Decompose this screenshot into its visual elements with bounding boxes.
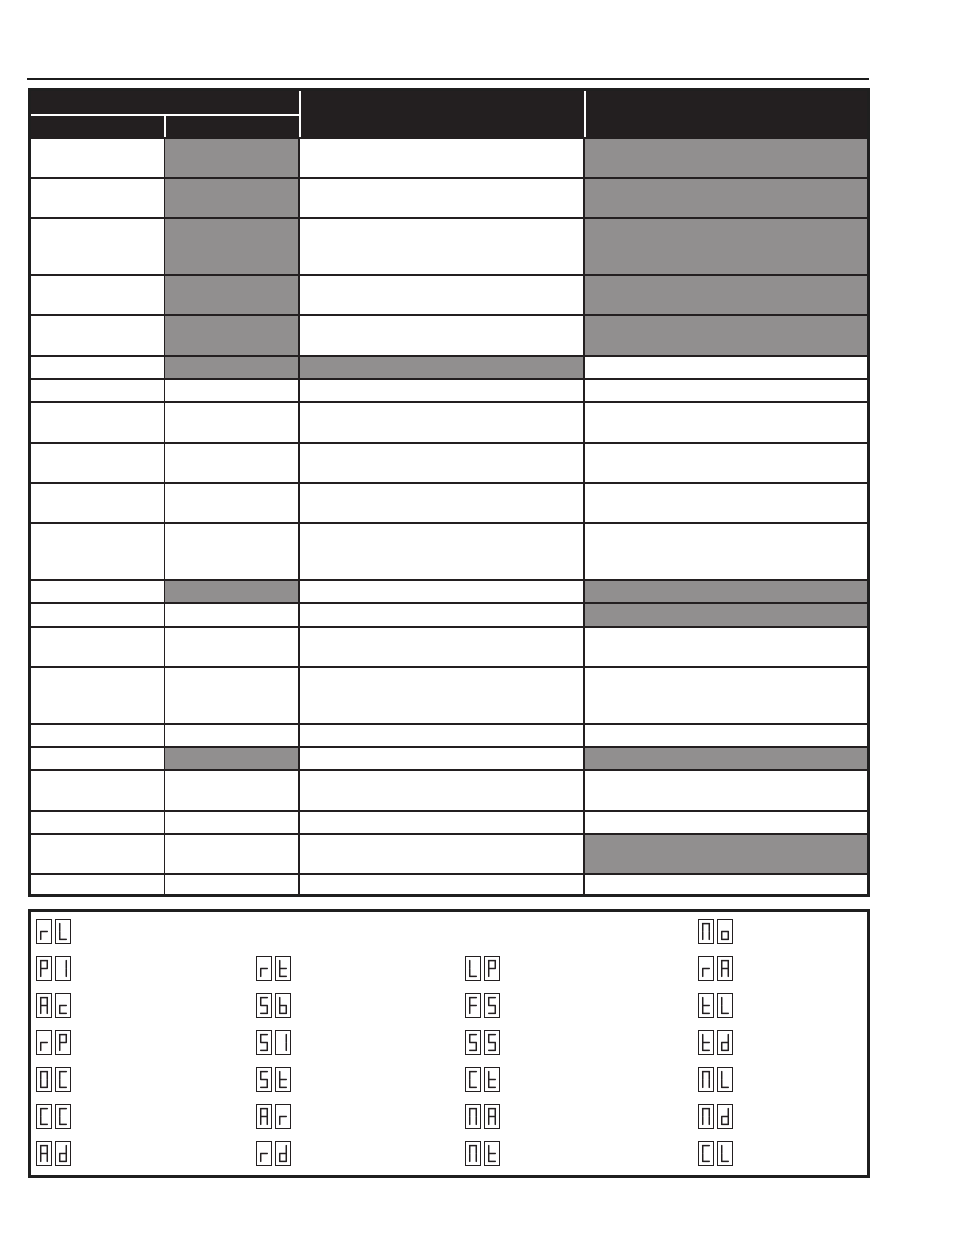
table-cell — [165, 276, 300, 314]
table-cell — [31, 444, 165, 482]
table-row — [31, 626, 867, 666]
table-row — [31, 666, 867, 723]
table-row — [31, 810, 867, 833]
segment-digit — [256, 993, 272, 1018]
code-legend — [28, 909, 870, 1178]
segment-digit — [36, 1067, 52, 1092]
segment-digit — [55, 1141, 71, 1166]
table-cell — [31, 581, 165, 602]
table-cell — [585, 628, 867, 666]
display-code — [465, 1067, 500, 1092]
segment-digit — [698, 1030, 714, 1055]
display-code — [698, 956, 733, 981]
table-row — [31, 401, 867, 442]
table-cell — [585, 835, 867, 873]
display-code — [36, 1141, 71, 1166]
table-cell — [31, 812, 165, 833]
table-cell — [165, 444, 300, 482]
segment-digit — [275, 1030, 291, 1055]
segment-digit — [55, 1067, 71, 1092]
table-cell — [165, 357, 300, 378]
table-cell — [585, 875, 867, 895]
table-cell — [300, 725, 585, 746]
display-code — [36, 1030, 71, 1055]
segment-digit — [698, 1141, 714, 1166]
table-cell — [165, 139, 300, 177]
segment-digit — [55, 1030, 71, 1055]
table-cell — [585, 380, 867, 401]
table-cell — [165, 835, 300, 873]
table-cell — [300, 581, 585, 602]
table-cell — [585, 524, 867, 579]
segment-digit — [717, 1104, 733, 1129]
segment-digit — [275, 1067, 291, 1092]
table-cell — [31, 357, 165, 378]
table-header — [31, 91, 867, 137]
table-row — [31, 746, 867, 769]
table-cell — [300, 380, 585, 401]
segment-digit — [484, 1141, 500, 1166]
display-code — [256, 993, 291, 1018]
header-divider — [584, 91, 586, 137]
segment-digit — [698, 1067, 714, 1092]
segment-digit — [256, 1030, 272, 1055]
segment-digit — [36, 1030, 52, 1055]
table-cell — [31, 219, 165, 274]
table-cell — [300, 444, 585, 482]
display-code — [465, 956, 500, 981]
table-cell — [585, 179, 867, 217]
table-row — [31, 579, 867, 602]
display-code — [698, 1067, 733, 1092]
table-row — [31, 137, 867, 177]
segment-digit — [698, 956, 714, 981]
segment-digit — [55, 919, 71, 944]
table-cell — [585, 484, 867, 522]
segment-digit — [717, 1141, 733, 1166]
segment-digit — [484, 1030, 500, 1055]
segment-digit — [275, 1141, 291, 1166]
segment-digit — [36, 1104, 52, 1129]
table-cell — [300, 628, 585, 666]
table-row — [31, 274, 867, 314]
table-row — [31, 522, 867, 579]
display-code — [36, 1104, 71, 1129]
display-code — [256, 956, 291, 981]
table-cell — [585, 668, 867, 723]
table-row — [31, 873, 867, 895]
table-cell — [31, 771, 165, 810]
segment-digit — [465, 1141, 481, 1166]
segment-digit — [465, 993, 481, 1018]
segment-digit — [717, 956, 733, 981]
segment-digit — [36, 919, 52, 944]
table-cell — [165, 725, 300, 746]
display-code — [698, 1141, 733, 1166]
display-code — [465, 1104, 500, 1129]
table-cell — [31, 276, 165, 314]
table-cell — [31, 484, 165, 522]
table-cell — [300, 524, 585, 579]
table-cell — [31, 380, 165, 401]
table-cell — [300, 357, 585, 378]
table-cell — [585, 357, 867, 378]
table-cell — [300, 139, 585, 177]
table-cell — [585, 581, 867, 602]
table-cell — [585, 771, 867, 810]
table-cell — [165, 380, 300, 401]
display-code — [36, 993, 71, 1018]
segment-digit — [275, 956, 291, 981]
segment-digit — [36, 993, 52, 1018]
table-cell — [165, 604, 300, 626]
table-row — [31, 217, 867, 274]
segment-digit — [55, 993, 71, 1018]
table-cell — [165, 403, 300, 442]
segment-digit — [465, 956, 481, 981]
table-body — [31, 137, 867, 895]
table-cell — [31, 628, 165, 666]
header-divider — [164, 116, 166, 137]
table-cell — [300, 403, 585, 442]
table-cell — [31, 179, 165, 217]
table-row — [31, 355, 867, 378]
segment-digit — [484, 1104, 500, 1129]
table-cell — [585, 403, 867, 442]
table-cell — [585, 812, 867, 833]
table-cell — [165, 812, 300, 833]
table-cell — [165, 628, 300, 666]
table-cell — [31, 748, 165, 769]
display-code — [36, 1067, 71, 1092]
segment-digit — [698, 993, 714, 1018]
display-code — [256, 1104, 291, 1129]
table-cell — [585, 276, 867, 314]
table-row — [31, 314, 867, 355]
display-code — [698, 1030, 733, 1055]
table-row — [31, 177, 867, 217]
segment-digit — [484, 993, 500, 1018]
table-cell — [300, 179, 585, 217]
table-cell — [31, 403, 165, 442]
segment-digit — [484, 956, 500, 981]
table-cell — [300, 276, 585, 314]
table-cell — [165, 748, 300, 769]
table-cell — [300, 812, 585, 833]
segment-digit — [465, 1030, 481, 1055]
table-row — [31, 442, 867, 482]
table-cell — [585, 725, 867, 746]
segment-digit — [717, 1067, 733, 1092]
table-cell — [165, 219, 300, 274]
table-cell — [300, 771, 585, 810]
display-code — [256, 1141, 291, 1166]
segment-digit — [256, 1067, 272, 1092]
segment-digit — [55, 956, 71, 981]
table-cell — [31, 604, 165, 626]
table-cell — [31, 139, 165, 177]
table-cell — [31, 668, 165, 723]
table-row — [31, 482, 867, 522]
table-cell — [165, 524, 300, 579]
display-code — [256, 1067, 291, 1092]
table-row — [31, 378, 867, 401]
table-cell — [300, 604, 585, 626]
segment-digit — [256, 1104, 272, 1129]
segment-digit — [256, 1141, 272, 1166]
segment-digit — [275, 993, 291, 1018]
table-cell — [585, 748, 867, 769]
table-row — [31, 833, 867, 873]
display-code — [36, 919, 71, 944]
table-cell — [31, 875, 165, 895]
table-cell — [585, 139, 867, 177]
header-divider — [299, 91, 301, 137]
table-cell — [300, 316, 585, 355]
table-cell — [31, 316, 165, 355]
table-cell — [300, 484, 585, 522]
segment-digit — [55, 1104, 71, 1129]
table-cell — [585, 316, 867, 355]
segment-digit — [36, 1141, 52, 1166]
display-code — [698, 1104, 733, 1129]
segment-digit — [36, 956, 52, 981]
display-code — [36, 956, 71, 981]
segment-digit — [256, 956, 272, 981]
display-code — [698, 919, 733, 944]
table-row — [31, 602, 867, 626]
table-cell — [585, 219, 867, 274]
display-code — [698, 993, 733, 1018]
table-cell — [165, 179, 300, 217]
segment-digit — [465, 1104, 481, 1129]
table-cell — [585, 444, 867, 482]
display-code — [256, 1030, 291, 1055]
display-code — [465, 1141, 500, 1166]
table-cell — [165, 316, 300, 355]
display-code — [465, 1030, 500, 1055]
segment-digit — [275, 1104, 291, 1129]
segment-digit — [465, 1067, 481, 1092]
table-cell — [31, 725, 165, 746]
table-cell — [300, 875, 585, 895]
top-rule — [27, 78, 869, 80]
segment-digit — [698, 919, 714, 944]
segment-digit — [484, 1067, 500, 1092]
segment-digit — [717, 919, 733, 944]
table-cell — [165, 668, 300, 723]
table-cell — [300, 219, 585, 274]
table-cell — [165, 581, 300, 602]
display-code — [465, 993, 500, 1018]
segment-digit — [717, 993, 733, 1018]
table-cell — [165, 484, 300, 522]
table-row — [31, 723, 867, 746]
table-cell — [31, 835, 165, 873]
table-cell — [300, 668, 585, 723]
segment-digit — [717, 1030, 733, 1055]
parameter-table — [28, 88, 870, 897]
table-cell — [300, 748, 585, 769]
table-cell — [165, 875, 300, 895]
table-cell — [31, 524, 165, 579]
table-cell — [300, 835, 585, 873]
table-cell — [165, 771, 300, 810]
table-cell — [585, 604, 867, 626]
table-row — [31, 769, 867, 810]
segment-digit — [698, 1104, 714, 1129]
